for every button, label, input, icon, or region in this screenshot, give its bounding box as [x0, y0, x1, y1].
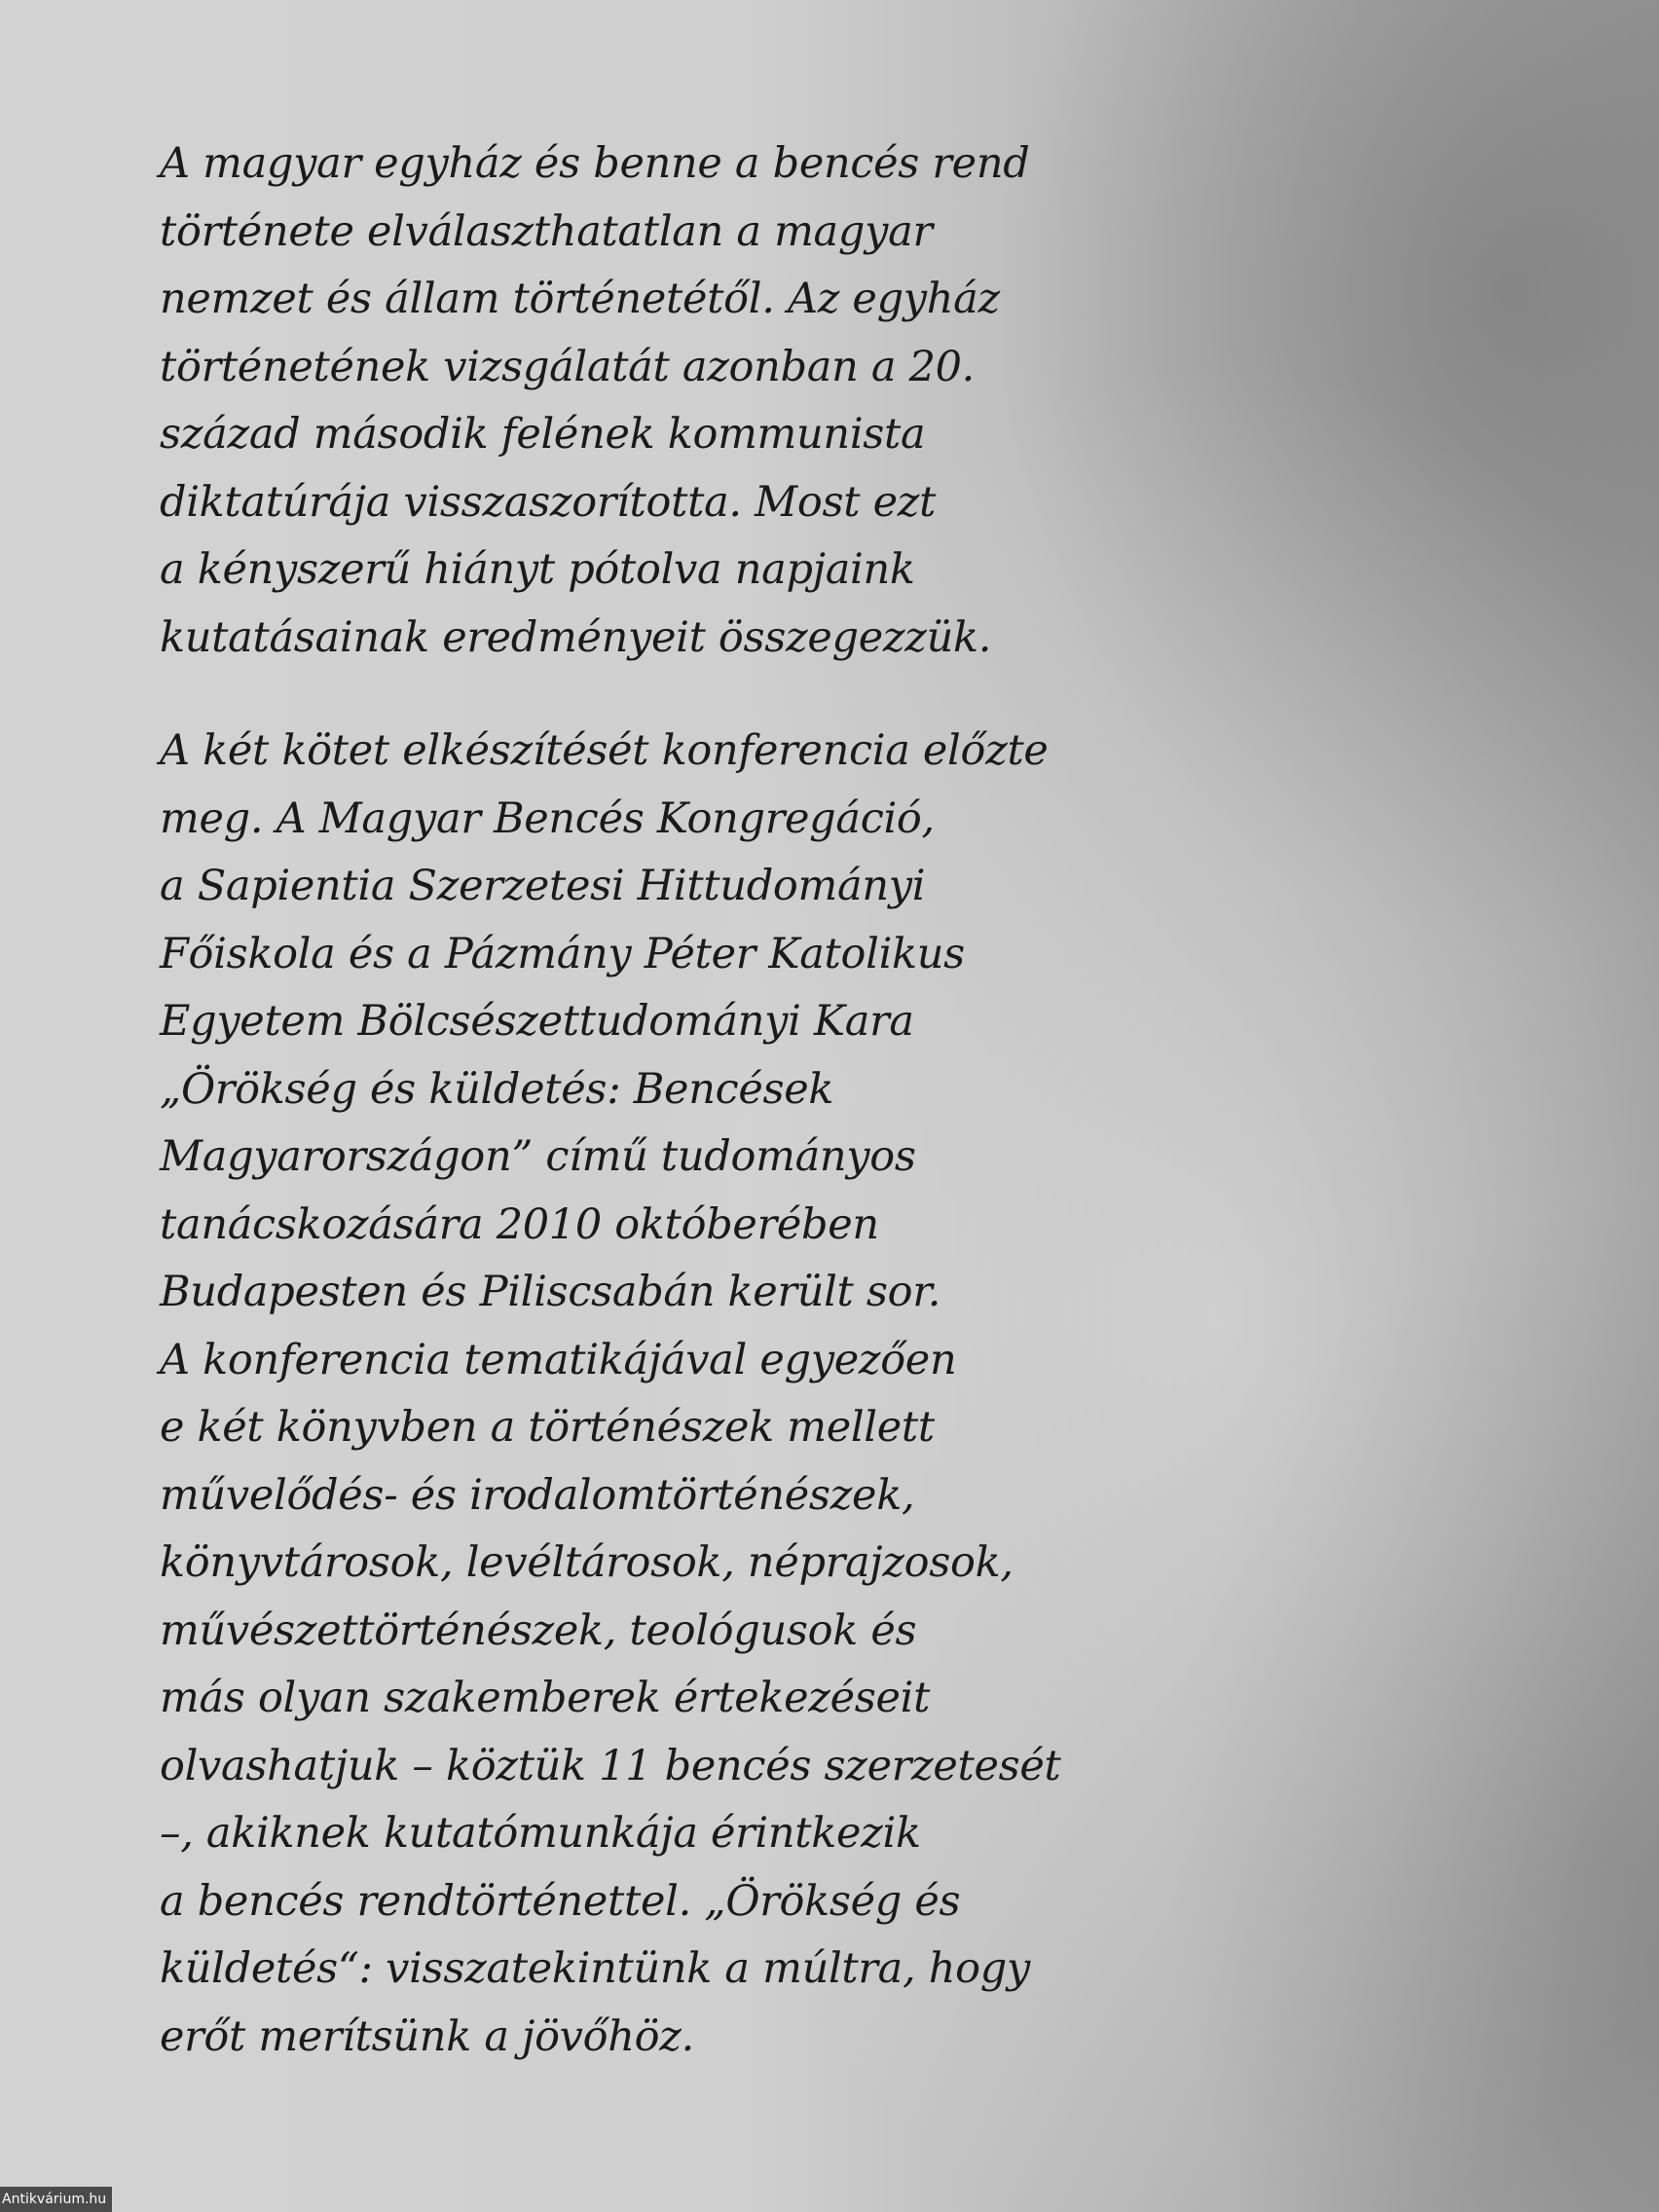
text-line: művelődés- és irodalomtörténészek,: [160, 1470, 915, 1520]
watermark: Antikvárium.hu: [0, 2187, 112, 2212]
text-line: e két könyvben a történészek mellett: [160, 1403, 935, 1452]
text-line: más olyan szakemberek értekezéseit: [160, 1674, 931, 1722]
text-line: a kényszerű hiányt pótolva napjaink: [160, 545, 915, 594]
paragraph-1: [160, 130, 1065, 672]
paragraph-2: [160, 718, 1065, 2071]
text-line: erőt merítsünk a jövőhöz.: [160, 2011, 694, 2061]
text-line: olvashatjuk – köztük 11 bencés szerzetesét: [160, 1741, 1061, 1790]
text-line: –, akiknek kutatómunkája érintkezik: [160, 1809, 921, 1858]
text-line: tanácskozására 2010 októberében: [160, 1199, 879, 1249]
text-line: nemzet és állam történetétől. Az egyház: [160, 275, 1000, 323]
text-line: a bencés rendtörténettel. „Örökség és: [160, 1876, 961, 1926]
text-line: a Sapientia Szerzetesi Hittudományi: [160, 862, 926, 910]
text-line: század második felének kommunista: [160, 410, 926, 459]
text-line: meg. A Magyar Bencés Kongregáció,: [160, 793, 935, 843]
text-line: A konferencia tematikájával egyezően: [160, 1335, 957, 1384]
text-line: küldetés“: visszatekintünk a múltra, hogy: [160, 1944, 1030, 1993]
text-line: A magyar egyház és benne a bencés rend: [160, 139, 1030, 188]
text-line: könyvtárosok, levéltárosok, néprajzosok,: [160, 1538, 1014, 1587]
text-line: „Örökség és küldetés: Bencések: [160, 1064, 834, 1114]
text-line: Egyetem Bölcsészettudományi Kara: [160, 997, 914, 1046]
text-line: diktatúrája visszaszorította. Most ezt: [160, 477, 937, 527]
text-line: Főiskola és a Pázmány Péter Katolikus: [160, 929, 965, 978]
text-line: kutatásainak eredményeit összegezzük.: [160, 612, 992, 662]
text-line: Magyarországon” című tudományos: [160, 1132, 916, 1181]
text-line: története elválaszthatatlan a magyar: [160, 206, 933, 256]
text-line: művészettörténészek, teológusok és: [160, 1605, 917, 1655]
text-line: A két kötet elkészítését konferencia előzte: [160, 726, 1049, 775]
text-line: Budapesten és Piliscsabán került sor.: [160, 1268, 941, 1316]
text-line: történetének vizsgálatát azonban a 20.: [160, 342, 976, 391]
